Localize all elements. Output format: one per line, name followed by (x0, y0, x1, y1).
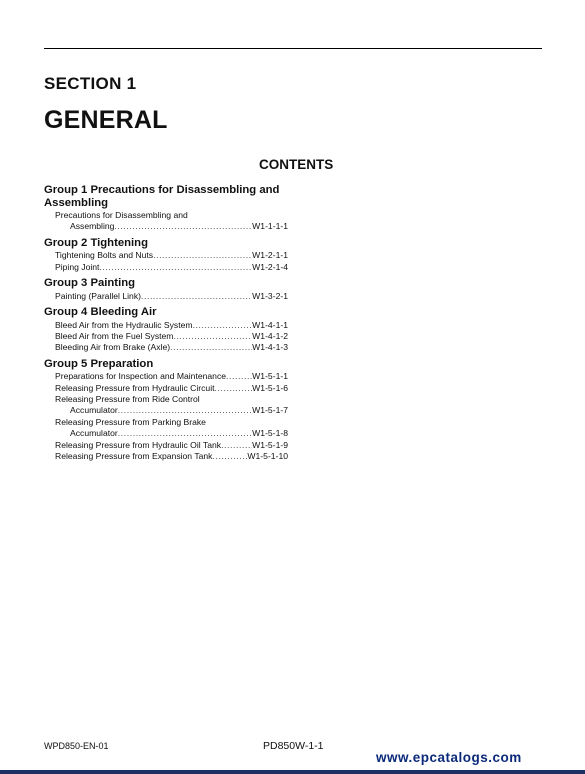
dot-leader (114, 221, 252, 232)
toc-entry-title: Accumulator (70, 405, 118, 416)
toc-entry-title: Piping Joint (55, 261, 100, 272)
toc-entry-title: Bleed Air from the Fuel System (55, 330, 174, 341)
toc-entry-page: W1-4-1-3 (252, 342, 288, 353)
toc-group (44, 184, 288, 233)
dot-leader (118, 405, 252, 416)
toc-group (44, 237, 288, 273)
toc-entry[interactable] (44, 451, 288, 462)
toc-entry-title: Releasing Pressure from Hydraulic Oil Tank (55, 439, 222, 450)
toc-entry[interactable] (44, 428, 288, 439)
bottom-bar (0, 770, 585, 774)
toc-entry[interactable] (44, 405, 288, 416)
toc-entry-title: Releasing Pressure from Expansion Tank (55, 451, 213, 462)
toc-entry-page: W1-5-1-9 (252, 439, 288, 450)
dot-leader (170, 342, 252, 353)
group-title: Group 4 Bleeding Air (44, 306, 157, 319)
dot-leader (193, 320, 253, 331)
toc-entry-line: Releasing Pressure from Parking Brake (55, 416, 206, 427)
toc-entry-line: Releasing Pressure from Ride Control (55, 394, 200, 405)
dot-leader (212, 451, 247, 462)
toc-entry-title: Bleeding Air from Brake (Axle) (55, 342, 171, 353)
toc-entry-page: W1-2-1-1 (252, 250, 288, 261)
footer-doc-code: WPD850-EN-01 (44, 741, 109, 751)
header-rule (44, 48, 542, 49)
section-label: SECTION 1 (44, 74, 137, 93)
toc-entry-title: Accumulator (70, 428, 118, 439)
toc-entry[interactable] (44, 342, 288, 353)
toc-entry-page: W1-5-1-8 (252, 428, 288, 439)
toc-entry-page: W1-5-1-7 (252, 405, 288, 416)
dot-leader (221, 440, 252, 451)
group-title: Group 1 Precautions for Disassembling and Assembling (44, 184, 280, 209)
toc-entry[interactable] (44, 371, 288, 382)
dot-leader (226, 371, 252, 382)
toc-entry[interactable] (44, 291, 288, 302)
group-title: Group 3 Painting (44, 277, 136, 290)
toc-entry-page: W1-5-1-10 (247, 451, 288, 462)
toc-entry[interactable] (44, 250, 288, 261)
toc-entry-page: W1-4-1-2 (252, 330, 288, 341)
toc-entry-page: W1-5-1-6 (252, 382, 288, 393)
toc-entry-page: W1-3-2-1 (252, 290, 288, 301)
group-title: Group 5 Preparation (44, 357, 154, 370)
toc-entry-title: Assembling (70, 221, 115, 232)
toc-entry-title: Bleed Air from the Hydraulic System (55, 319, 193, 330)
contents-heading: CONTENTS (259, 157, 334, 172)
toc-group (44, 277, 288, 302)
toc-entry-title: Painting (Parallel Link) (55, 290, 141, 301)
dot-leader (153, 250, 252, 261)
toc-entry-page: W1-5-1-1 (252, 371, 288, 382)
footer-page-number: PD850W-1-1 (263, 740, 324, 752)
toc-entry-page: W1-1-1-1 (252, 221, 288, 232)
dot-leader (118, 428, 252, 439)
dot-leader (173, 331, 252, 342)
toc-entry[interactable] (44, 262, 288, 273)
section-title: GENERAL (44, 106, 168, 134)
dot-leader (99, 262, 252, 273)
toc-entry-title: Tightening Bolts and Nuts (55, 250, 154, 261)
toc-entry[interactable] (44, 440, 288, 451)
toc-entry[interactable] (44, 383, 288, 394)
toc-entry-line: Precautions for Disassembling and (55, 210, 188, 220)
toc-group (44, 306, 288, 354)
toc-entry-page: W1-2-1-4 (252, 261, 288, 272)
toc-entry[interactable] (44, 221, 288, 232)
toc-group (44, 358, 288, 463)
table-of-contents (44, 184, 288, 467)
toc-entry-page: W1-4-1-1 (252, 319, 288, 330)
watermark-link[interactable]: www.epcatalogs.com (376, 750, 522, 765)
group-title: Group 2 Tightening (44, 236, 148, 249)
toc-entry[interactable] (44, 331, 288, 342)
toc-entry-title: Releasing Pressure from Hydraulic Circuit (55, 382, 215, 393)
dot-leader (215, 383, 253, 394)
dot-leader (141, 291, 252, 302)
toc-entry[interactable] (44, 320, 288, 331)
toc-entry-title: Preparations for Inspection and Maintenance (55, 371, 227, 382)
